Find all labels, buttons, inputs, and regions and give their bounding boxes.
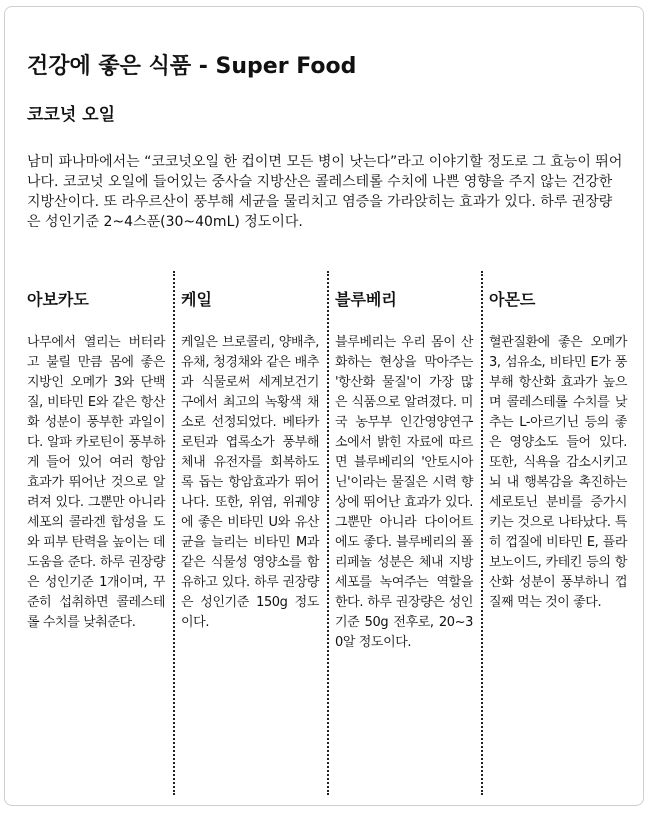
column-divider — [327, 271, 329, 795]
column-heading-blueberry: 블루베리 — [335, 290, 397, 309]
food-columns — [27, 271, 627, 795]
column-almond — [489, 271, 627, 795]
column-avocado — [27, 271, 165, 795]
column-kale — [181, 271, 319, 795]
column-divider — [481, 271, 483, 795]
column-divider — [173, 271, 175, 795]
page-title: 건강에 좋은 식품 - Super Food — [27, 54, 357, 79]
column-text-blueberry: 블루베리는 우리 몸이 산화하는 현상을 막아주는 '항산화 물질'이 가장 많은 식품으로 알려졌다. 미국 농무부 인간영양연구소에서 밝힌 자료에 따르면 블루베리의 '안토시아닌'이라는 물질은 시력 향상에 뛰어난 효과가 있다. 그뿐만 아니라 다이어트에도 좋다. 블루베리의 폴리페놀 성분은 체내 지방세포를 녹여주는 역할을 한다. 하루 권장량은 성인기준 50g 전후로, 20~30알 정도이다. — [335, 335, 473, 650]
section-title-coconut-oil: 코코넛 오일 — [27, 105, 116, 125]
column-text-almond: 혈관질환에 좋은 오메가3, 섬유소, 비타민 E가 풍부해 항산화 효과가 높으며 콜레스테롤 수치를 낮추는 L-아르기닌 등의 좋은 영양소도 들어 있다. 또한, 식욕을 감소시키고 뇌 내 행복감을 촉진하는 세로토닌 분비를 증가시키는 것으로 나타났다. 특히 껍질에 비타민 E, 플라보노이드, 카테킨 등의 항산화 성분이 풍부하니 껍질째 먹는 것이 좋다. — [489, 335, 627, 610]
column-heading-almond: 아몬드 — [489, 290, 536, 309]
column-heading-kale: 케일 — [181, 290, 212, 309]
column-heading-avocado: 아보카도 — [27, 290, 89, 309]
intro-paragraph: 남미 파나마에서는 “코코넛오일 한 컵이면 모든 병이 낫는다”라고 이야기할 정도로 그 효능이 뛰어나다. 코코넛 오일에 들어있는 중사슬 지방산은 콜레스테롤 수치에 나쁜 영향을 주지 않는 건강한 지방산이다. 또 라우르산이 풍부해 세균을 물리치고 염증을 가라앉히는 효과가 있다. 하루 권장량은 성인기준 2~4스푼(30~40mL) 정도이다. — [27, 154, 623, 230]
column-text-kale: 케일은 브로콜리, 양배추, 유채, 청경채와 같은 배추과 식물로써 세계보건기구에서 최고의 녹황색 채소로 선정되었다. 베타카로틴과 엽록소가 풍부해 체내 유전자를 회복하도록 돕는 항암효과가 뛰어나다. 또한, 위염, 위궤양에 좋은 비타민 U와 유산균을 늘리는 비타민 M과 같은 식물성 영양소를 함유하고 있다. 하루 권장량은 성인기준 150g 정도이다. — [181, 335, 319, 630]
column-blueberry — [335, 271, 473, 795]
article-card — [4, 6, 644, 806]
column-text-avocado: 나무에서 열리는 버터라고 불릴 만큼 몸에 좋은 지방인 오메가 3와 단백질, 비타민 E와 같은 항산화 성분이 풍부한 과일이다. 알파 카로틴이 풍부하게 들어 있어 여러 항암 효과가 뛰어난 것으로 알려져 있다. 그뿐만 아니라 세포의 콜라겐 합성을 도와 피부 탄력을 높이는 데 도움을 준다. 하루 권장량은 성인기준 1개이며, 꾸준히 섭취하면 콜레스테롤 수치를 낮춰준다. — [27, 335, 165, 630]
